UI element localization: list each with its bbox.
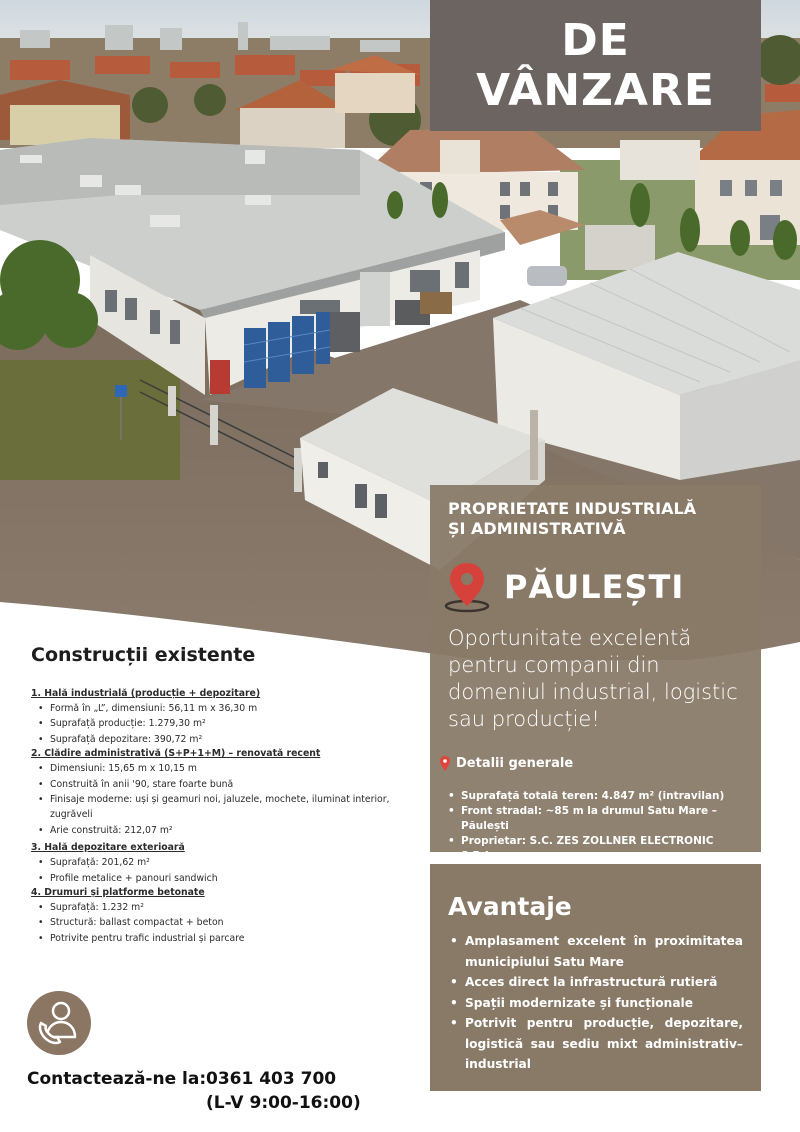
red-pin-icon	[440, 756, 450, 771]
title-line-2: VÂNZARE	[476, 64, 715, 116]
advantages-title: Avantaje	[448, 892, 572, 921]
opportunity-text: Oportunitate excelentă pentru companii din domeniul industrial, logistic sau producție!	[448, 626, 738, 731]
contact-phone[interactable]: 0361 403 700	[206, 1069, 337, 1089]
property-type-line-2: ȘI ADMINISTRATIVĂ	[448, 519, 626, 538]
advantage-item: • Spații modernizate și funcționale	[448, 993, 743, 1014]
section-item: • Dimensiuni: 15,65 m x 10,15 m	[31, 761, 411, 776]
advantages-panel	[430, 864, 761, 1091]
section-heading: 1. Hală industrială (producție + depozitare)	[31, 688, 261, 699]
property-type-line-1: PROPRIETATE INDUSTRIALĂ	[448, 499, 697, 518]
section-heading: 4. Drumuri și platforme betonate	[31, 887, 205, 899]
title-box	[430, 0, 761, 131]
details-title: Detalii generale	[456, 756, 574, 771]
property-type	[448, 499, 743, 539]
constructions-title: Construcții existente	[31, 644, 256, 666]
section-item: • Potrivite pentru trafic industrial și parcare	[31, 931, 411, 946]
advantage-item: • Potrivit pentru producție, depozitare, logistică sau sediu mixt administrativ–industrial	[448, 1013, 743, 1075]
section-item: • Arie construită: 212,07 m²	[31, 823, 411, 838]
detail-item: • Front stradal: ~85 m la drumul Satu Mare – Păulești	[448, 804, 743, 834]
section-items	[31, 900, 411, 946]
constructions-list	[31, 687, 411, 946]
details-heading	[448, 756, 743, 771]
detail-item: • Suprafață totală teren: 4.847 m² (intravilan)	[448, 789, 743, 804]
advantages-list	[448, 931, 743, 1075]
details-list	[448, 789, 743, 864]
title-line-1: DE	[561, 14, 630, 66]
detail-item: • Proprietar: S.C. ZES ZOLLNER ELECTRONIC S.R.L.	[448, 834, 743, 864]
section-heading: 3. Hală depozitare exterioară	[31, 842, 185, 854]
section-item: • Suprafață depozitare: 390,72 m²	[31, 732, 411, 747]
section-heading: 2. Clădire administrativă (S+P+1+M) – renovată recent	[31, 748, 321, 760]
section-item: • Formă în „L”, dimensiuni: 56,11 m x 36,30 m	[31, 701, 411, 716]
contact-label: Contactează-ne la:	[27, 1069, 207, 1089]
advantage-item: • Amplasament excelent în proximitatea municipiului Satu Mare	[448, 931, 743, 972]
contact-icon-circle	[27, 991, 91, 1055]
section-item: • Finisaje moderne: uși și geamuri noi, jaluzele, mochete, iluminat interior, zugrăveli	[31, 792, 411, 823]
property-panel	[430, 485, 761, 862]
section-item: • Profile metalice + panouri sandwich	[31, 871, 411, 886]
contact-person-phone-icon	[27, 991, 91, 1055]
section-items	[31, 701, 411, 747]
section-item: • Construită în anii '90, stare foarte bună	[31, 777, 411, 792]
section-item: • Suprafață producție: 1.279,30 m²	[31, 716, 411, 731]
advantage-item: • Acces direct la infrastructură rutieră	[448, 972, 743, 993]
section-item: • Suprafață: 201,62 m²	[31, 855, 411, 870]
location-name: PĂULEȘTI	[504, 568, 685, 606]
section-items	[31, 855, 411, 886]
section-item: • Structură: ballast compactat + beton	[31, 915, 411, 930]
location-pin-icon	[444, 561, 490, 613]
contact-hours: (L-V 9:00-16:00)	[206, 1093, 361, 1113]
section-items	[31, 761, 411, 838]
location-row	[448, 561, 743, 613]
section-item: • Suprafață: 1.232 m²	[31, 900, 411, 915]
